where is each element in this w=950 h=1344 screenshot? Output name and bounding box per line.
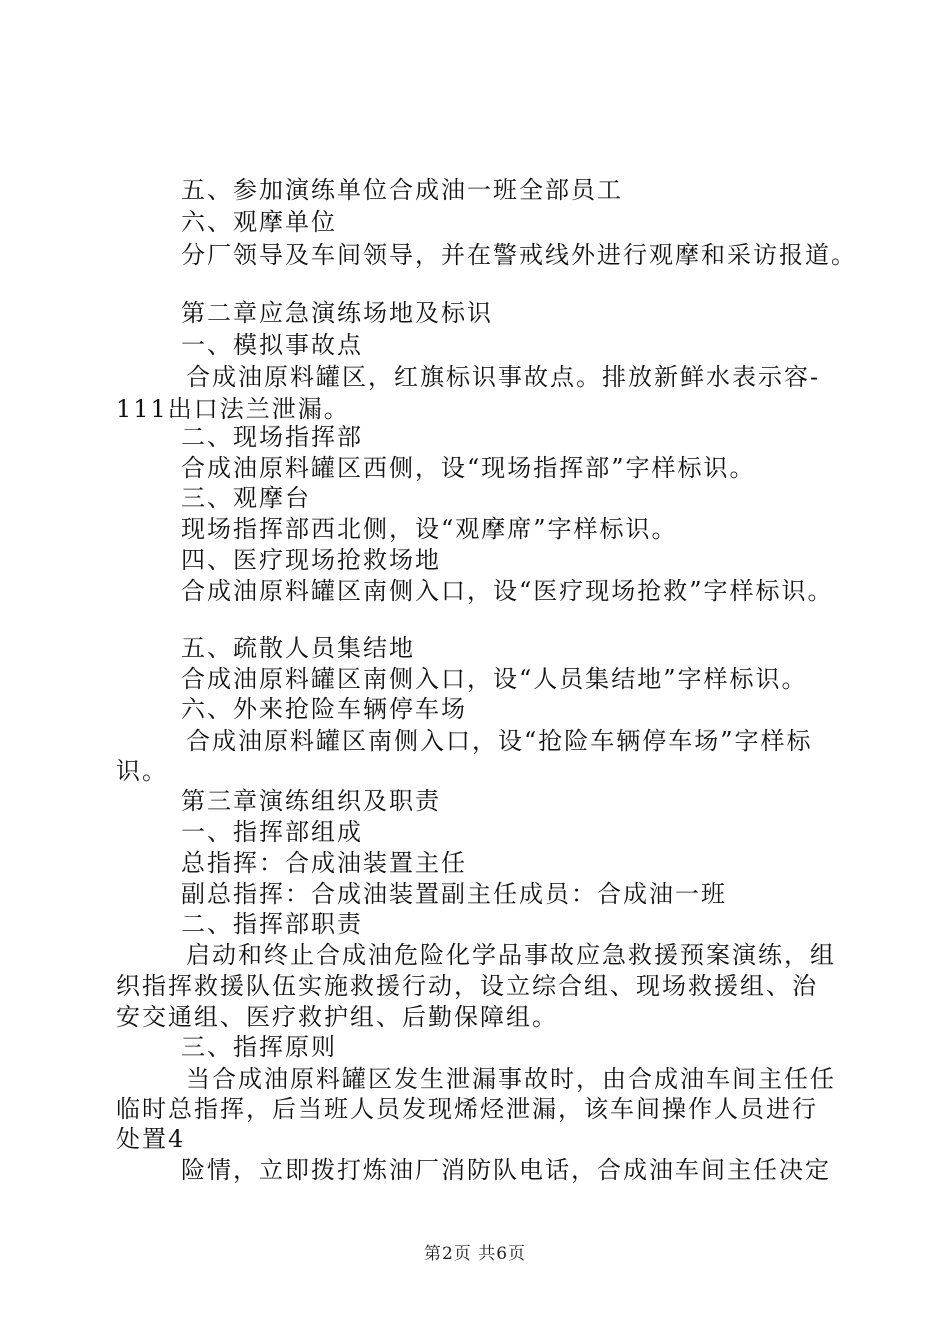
text-line: 五、参加演练单位合成油一班全部员工 (181, 176, 623, 204)
text-line: 一、指挥部组成 (181, 818, 363, 846)
section-heading: 第二章应急演练场地及标识 (181, 299, 493, 327)
text-line: 安交通组、医疗救护组、后勤保障组。 (116, 1003, 558, 1031)
text-line: 合成油原料罐区南侧入口，设“人员集结地”字样标识。 (181, 665, 808, 693)
text-line: 分厂领导及车间领导，并在警戒线外进行观摩和采访报道。 (181, 241, 857, 269)
text-line: 二、现场指挥部 (181, 423, 363, 451)
text-line: 六、观摩单位 (181, 208, 337, 236)
text-line: 识。 (116, 757, 168, 785)
text-line: 险情，立即拨打炼油厂消防队电话，合成油车间主任决定 (181, 1156, 831, 1184)
text-line: 合成油原料罐区南侧入口，设“医疗现场抢救”字样标识。 (181, 577, 834, 605)
text-line: 一、模拟事故点 (181, 331, 363, 359)
text-line: 合成油原料罐区，红旗标识事故点。排放新鲜水表示容- (186, 363, 821, 391)
text-line: 总指挥：合成油装置主任 (181, 849, 467, 877)
text-line: 临时总指挥，后当班人员发现烯烃泄漏，该车间操作人员进行 (116, 1095, 818, 1123)
text-line: 五、疏散人员集结地 (181, 634, 415, 662)
page-number-footer: 第2页 共6页 (423, 1244, 527, 1264)
text-line: 织指挥救援队伍实施救援行动，设立综合组、现场救援组、治 (116, 972, 818, 1000)
text-line: 合成油原料罐区南侧入口，设“抢险车辆停车场”字样标 (186, 727, 813, 755)
text-line: 四、医疗现场抢救场地 (181, 546, 441, 574)
text-line: 六、外来抢险车辆停车场 (181, 695, 467, 723)
text-line: 现场指挥部西北侧，设“观摩席”字样标识。 (181, 515, 678, 543)
text-line: 合成油原料罐区西侧，设“现场指挥部”字样标识。 (181, 454, 756, 482)
text-line: 三、指挥原则 (181, 1033, 337, 1061)
section-heading: 第三章演练组织及职责 (181, 787, 441, 815)
text-line: 111出口法兰泄漏。 (116, 395, 350, 423)
text-line: 当合成油原料罐区发生泄漏事故时，由合成油车间主任任 (186, 1065, 836, 1093)
text-line: 三、观摩台 (181, 484, 311, 512)
text-line: 二、指挥部职责 (181, 910, 363, 938)
text-line: 副总指挥：合成油装置副主任成员：合成油一班 (181, 880, 727, 908)
text-line: 处置4 (116, 1125, 186, 1153)
text-line: 启动和终止合成油危险化学品事故应急救援预案演练，组 (186, 941, 836, 969)
